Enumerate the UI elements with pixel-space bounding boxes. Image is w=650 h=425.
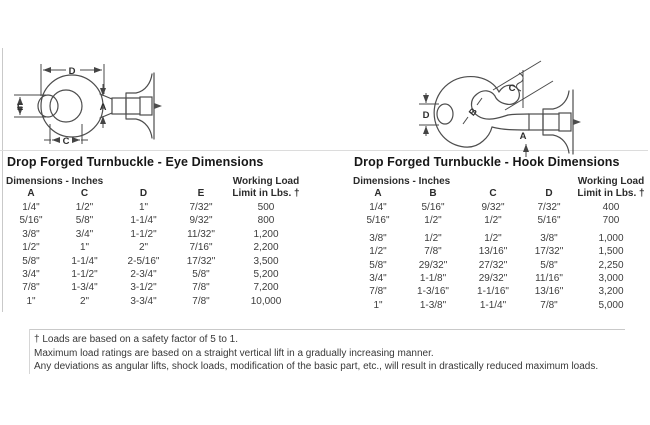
footnote-load-ratings: Maximum load ratings are based on a straight vertical lift in a gradually increasing manner. bbox=[34, 347, 434, 359]
cell-d: 13/16" bbox=[534, 286, 564, 298]
table-row bbox=[352, 285, 648, 298]
cell-b: 1-1/8" bbox=[419, 272, 447, 284]
cell-d: 1" bbox=[138, 202, 149, 213]
turnbuckle-body bbox=[543, 90, 573, 154]
cell-c: 1-1/16" bbox=[477, 286, 509, 298]
body-thread-section bbox=[559, 113, 571, 131]
cell-e: 7/32" bbox=[189, 202, 213, 213]
cell-working-load: 3,200 bbox=[598, 286, 624, 298]
cell-working-load: 1,000 bbox=[598, 232, 624, 244]
threaded-stud bbox=[529, 114, 543, 130]
table-row bbox=[352, 201, 648, 214]
cell-working-load: 2,200 bbox=[253, 242, 279, 254]
eye-inner-circle bbox=[50, 90, 82, 122]
cell-c: 1/2" bbox=[75, 202, 94, 213]
cell-c: 1" bbox=[79, 242, 90, 254]
table-row bbox=[352, 259, 648, 272]
cell-working-load: 3,500 bbox=[253, 255, 279, 267]
cell-working-load: 800 bbox=[257, 215, 275, 227]
cell-d: 11/16" bbox=[535, 272, 563, 284]
body-tip-arrow bbox=[154, 103, 162, 109]
footnote-left-rule bbox=[29, 329, 30, 374]
footnotes bbox=[34, 333, 624, 374]
hook-cross-section-hatch bbox=[437, 104, 453, 124]
cell-d: 3/8" bbox=[540, 232, 558, 244]
cell-a: 1/2" bbox=[22, 242, 40, 254]
cell-d: 3-1/2" bbox=[130, 282, 157, 294]
table-row bbox=[352, 232, 648, 245]
cell-c: 1/2" bbox=[484, 215, 502, 227]
table-row bbox=[5, 281, 305, 294]
cell-d: 5/8" bbox=[540, 259, 558, 271]
hook-shank bbox=[492, 114, 529, 130]
footnote-safety-factor: † Loads are based on a safety factor of 5 to 1. bbox=[34, 334, 239, 345]
working-load-label: Working Load bbox=[232, 176, 300, 187]
col-header-d: D bbox=[545, 188, 553, 199]
cell-a: 1" bbox=[373, 299, 383, 311]
footnote-deviations: Any deviations as angular lifts, shock loads, modification of the basic part, etc., will result in drastically reduced maximum loads. bbox=[34, 361, 599, 372]
table-row bbox=[5, 241, 305, 254]
eye-table-title: Drop Forged Turnbuckle - Eye Dimensions bbox=[7, 155, 264, 169]
cell-e: 5/8" bbox=[192, 268, 210, 280]
col-header-limit: Limit in Lbs. † bbox=[577, 188, 645, 199]
dim-label-d: D bbox=[422, 110, 430, 121]
dim-label-e: E bbox=[16, 102, 24, 113]
cell-a: 1/2" bbox=[369, 246, 387, 258]
col-header-a: A bbox=[374, 188, 382, 199]
cell-d: 7/32" bbox=[537, 202, 561, 213]
cell-d: 1-1/4" bbox=[130, 215, 157, 227]
col-header-b: B bbox=[429, 188, 437, 199]
cell-c: 1-1/4" bbox=[479, 299, 507, 311]
cell-b: 1-3/16" bbox=[417, 286, 449, 298]
table-row bbox=[5, 214, 305, 227]
cell-d: 2" bbox=[138, 242, 149, 254]
cell-e: 7/8" bbox=[192, 282, 210, 294]
table-row bbox=[5, 201, 305, 214]
cell-working-load: 400 bbox=[602, 202, 620, 213]
cell-c: 9/32" bbox=[481, 202, 505, 213]
cell-a: 5/16" bbox=[366, 215, 390, 227]
cell-d: 2-5/16" bbox=[127, 255, 160, 267]
cell-a: 3/8" bbox=[369, 232, 387, 244]
working-load-label: Working Load bbox=[577, 176, 645, 187]
cell-working-load: 2,250 bbox=[598, 259, 624, 271]
dim-label-a: A bbox=[519, 131, 527, 142]
table-row bbox=[5, 268, 305, 281]
cell-working-load: 1,500 bbox=[598, 246, 624, 258]
cell-c: 1-3/4" bbox=[71, 282, 98, 294]
table-row bbox=[352, 214, 648, 227]
col-header-d: D bbox=[139, 188, 148, 199]
threaded-stud bbox=[112, 98, 126, 114]
cell-a: 7/8" bbox=[22, 282, 40, 294]
cell-c: 3/4" bbox=[75, 228, 94, 240]
col-header-e: E bbox=[197, 188, 205, 199]
cell-working-load: 1,200 bbox=[253, 228, 279, 240]
cell-d: 3-3/4" bbox=[130, 295, 157, 307]
eye-dimensions-table bbox=[5, 155, 305, 308]
cell-c: 1-1/2" bbox=[71, 268, 98, 280]
hook-table-title: Drop Forged Turnbuckle - Hook Dimensions bbox=[354, 155, 620, 169]
col-header-c: C bbox=[80, 188, 89, 199]
cell-working-load: 3,000 bbox=[598, 272, 624, 284]
table-row bbox=[352, 299, 648, 312]
cell-c: 13/16" bbox=[478, 246, 508, 258]
cell-a: 3/4" bbox=[22, 268, 40, 280]
dimensions-inches-label: Dimensions - Inches bbox=[6, 176, 104, 187]
cell-working-load: 5,200 bbox=[253, 268, 279, 280]
table-row bbox=[5, 228, 305, 241]
cell-c: 5/8" bbox=[75, 215, 94, 227]
cell-e: 9/32" bbox=[189, 215, 213, 227]
cell-e: 7/8" bbox=[192, 295, 210, 307]
cell-d: 5/16" bbox=[537, 215, 561, 227]
cell-working-load: 700 bbox=[602, 215, 620, 227]
dim-label-b: B bbox=[466, 106, 480, 119]
col-header-c: C bbox=[489, 188, 497, 199]
cell-a: 1/4" bbox=[22, 202, 40, 213]
cell-d: 17/32" bbox=[534, 246, 564, 258]
left-border-line bbox=[2, 48, 3, 312]
cell-e: 7/16" bbox=[189, 242, 213, 254]
eye-table-body bbox=[5, 201, 305, 308]
eye-turnbuckle-diagram bbox=[8, 40, 170, 158]
dim-label-c: C bbox=[62, 136, 70, 147]
cell-e: 17/32" bbox=[186, 255, 216, 267]
cell-c: 27/32" bbox=[478, 259, 508, 271]
cell-b: 5/16" bbox=[421, 202, 445, 213]
cell-a: 5/8" bbox=[22, 255, 40, 267]
cell-b: 1/2" bbox=[424, 215, 442, 227]
cell-a: 5/16" bbox=[19, 215, 43, 227]
cell-d: 1-1/2" bbox=[130, 228, 157, 240]
footnote-top-rule bbox=[29, 329, 625, 330]
cell-e: 11/32" bbox=[187, 228, 215, 240]
cell-c: 2" bbox=[79, 295, 90, 307]
eye-column-headers bbox=[5, 188, 305, 201]
cell-a: 7/8" bbox=[369, 286, 387, 298]
table-row bbox=[352, 245, 648, 258]
hook-dimensions-table bbox=[352, 155, 648, 312]
dim-label-a: A bbox=[99, 102, 107, 113]
dim-label-c: C bbox=[508, 83, 516, 94]
eye-table-header bbox=[5, 176, 305, 188]
col-header-a: A bbox=[27, 188, 35, 199]
body-tip-arrow bbox=[573, 119, 581, 125]
cell-a: 1" bbox=[26, 295, 36, 307]
cell-working-load: 7,200 bbox=[253, 282, 279, 294]
col-header-limit: Limit in Lbs. † bbox=[232, 188, 300, 199]
hook-turnbuckle-diagram bbox=[413, 56, 598, 161]
dimensions-inches-label: Dimensions - Inches bbox=[353, 176, 451, 187]
cell-c: 1/2" bbox=[484, 232, 502, 244]
hook-table-header bbox=[352, 176, 648, 188]
cell-working-load: 5,000 bbox=[598, 299, 624, 311]
cell-d: 7/8" bbox=[540, 299, 558, 311]
cell-b: 1/2" bbox=[424, 232, 442, 244]
table-row bbox=[5, 295, 305, 308]
body-thread-section bbox=[140, 97, 152, 115]
cell-d: 2-3/4" bbox=[130, 268, 157, 280]
table-row bbox=[352, 272, 648, 285]
cell-b: 29/32" bbox=[418, 259, 448, 271]
cell-a: 3/4" bbox=[369, 272, 387, 284]
cell-a: 5/8" bbox=[369, 259, 387, 271]
cell-b: 1-3/8" bbox=[419, 299, 447, 311]
cell-working-load: 500 bbox=[257, 202, 275, 213]
cell-c: 29/32" bbox=[478, 272, 508, 284]
table-row bbox=[5, 255, 305, 268]
dim-label-d: D bbox=[68, 66, 76, 77]
cell-a: 1/4" bbox=[369, 202, 387, 213]
cell-b: 7/8" bbox=[424, 246, 442, 258]
hook-column-headers bbox=[352, 188, 648, 201]
cell-c: 1-1/4" bbox=[71, 255, 98, 267]
hook-table-body bbox=[352, 201, 648, 312]
cell-working-load: 10,000 bbox=[250, 295, 282, 307]
cell-a: 3/8" bbox=[22, 228, 40, 240]
